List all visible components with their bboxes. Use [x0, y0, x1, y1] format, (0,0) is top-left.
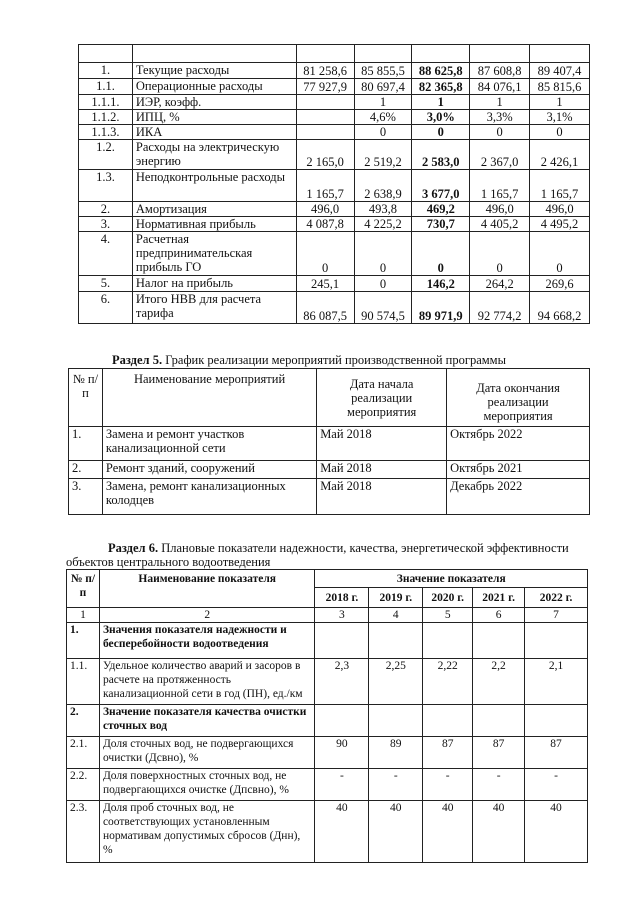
value-cell: [423, 623, 473, 659]
section5-title: Раздел 5. График реализации мероприятий производственной программы: [112, 353, 506, 367]
value-cell: 4 087,8: [296, 217, 354, 232]
value-cell: [423, 705, 473, 737]
value-cell: 4 225,2: [354, 217, 412, 232]
value-cell: 84 076,1: [470, 79, 530, 95]
table-row: [67, 659, 588, 705]
row-number: 3.: [69, 479, 103, 515]
value-cell: [473, 705, 525, 737]
row-number: 2.2.: [67, 769, 100, 801]
value-cell: -: [423, 769, 473, 801]
end-date: Октябрь 2021: [447, 461, 590, 479]
col-header-value: Значение показателя: [315, 570, 588, 588]
col-header-start: Дата начала реализации мероприятия: [317, 369, 447, 427]
value-cell: 2,22: [423, 659, 473, 705]
row-label: Налог на прибыль: [132, 276, 296, 292]
row-number: 1.: [79, 63, 133, 79]
value-cell: 496,0: [470, 202, 530, 217]
value-cell: 496,0: [296, 202, 354, 217]
row-number: 1.: [69, 427, 103, 461]
value-cell: 0: [530, 232, 590, 276]
indicator-name: Доля сточных вод, не подвергающихся очистки (Дсвно), %: [99, 737, 315, 769]
activity-name: Ремонт зданий, сооружений: [102, 461, 316, 479]
end-date: Декабрь 2022: [447, 479, 590, 515]
table-row: [79, 276, 590, 292]
table-row: [79, 63, 590, 79]
value-cell: 4 405,2: [470, 217, 530, 232]
value-cell: 1: [354, 95, 412, 110]
row-number: 5.: [79, 276, 133, 292]
value-cell: 493,8: [354, 202, 412, 217]
value-cell: 1: [470, 95, 530, 110]
value-cell: [315, 705, 369, 737]
table-row: [67, 705, 588, 737]
value-cell: 1 165,7: [530, 170, 590, 202]
value-cell: 92 774,2: [470, 292, 530, 324]
column-number: 2: [99, 608, 315, 623]
table-row: [67, 769, 588, 801]
column-number: 4: [369, 608, 423, 623]
row-number: 1.2.: [79, 140, 133, 170]
indicators-table: [66, 569, 588, 863]
value-cell: 4 495,2: [530, 217, 590, 232]
value-cell: 87: [473, 737, 525, 769]
col-header-no: № п/п: [67, 570, 100, 608]
value-cell: 4,6%: [354, 110, 412, 125]
table-row: [67, 737, 588, 769]
column-number: 6: [473, 608, 525, 623]
table-row: [69, 479, 590, 515]
end-date: Октябрь 2022: [447, 427, 590, 461]
value-cell: 2 367,0: [470, 140, 530, 170]
table-header-row: [67, 570, 588, 588]
value-cell: 85 815,6: [530, 79, 590, 95]
row-label: Расчетная предпринимательская прибыль ГО: [132, 232, 296, 276]
row-number: 2.: [67, 705, 100, 737]
value-cell: [369, 623, 423, 659]
table-row: [69, 461, 590, 479]
row-number: 2.: [69, 461, 103, 479]
table-header-row: [69, 369, 590, 427]
value-cell: 0: [470, 125, 530, 140]
value-cell: [369, 705, 423, 737]
value-cell: 3,0%: [412, 110, 470, 125]
table-row: [79, 292, 590, 324]
value-cell: 87: [525, 737, 588, 769]
row-label: Расходы на электрическую энергию: [132, 140, 296, 170]
value-cell: 80 697,4: [354, 79, 412, 95]
row-number: 2.3.: [67, 801, 100, 863]
value-cell: 245,1: [296, 276, 354, 292]
row-number: 1.1.: [67, 659, 100, 705]
row-label: Нормативная прибыль: [132, 217, 296, 232]
row-number: 3.: [79, 217, 133, 232]
row-label: Амортизация: [132, 202, 296, 217]
value-cell: 269,6: [530, 276, 590, 292]
table-row: [69, 427, 590, 461]
year-header: 2019 г.: [369, 588, 423, 608]
table-row: [79, 170, 590, 202]
value-cell: 88 625,8: [412, 63, 470, 79]
year-header: 2022 г.: [525, 588, 588, 608]
start-date: Май 2018: [317, 461, 447, 479]
table-row: [79, 217, 590, 232]
column-number: 7: [525, 608, 588, 623]
row-label: Итого НВВ для расчета тарифа: [132, 292, 296, 324]
value-cell: 2 426,1: [530, 140, 590, 170]
value-cell: 1 165,7: [296, 170, 354, 202]
value-cell: 2 165,0: [296, 140, 354, 170]
value-cell: [473, 623, 525, 659]
value-cell: 469,2: [412, 202, 470, 217]
year-header: 2020 г.: [423, 588, 473, 608]
schedule-table: [68, 368, 590, 515]
value-cell: 89: [369, 737, 423, 769]
value-cell: 86 087,5: [296, 292, 354, 324]
row-label: ИКА: [132, 125, 296, 140]
row-number: 1.1.1.: [79, 95, 133, 110]
value-cell: 0: [530, 125, 590, 140]
indicator-name: Значение показателя качества очистки сточных вод: [99, 705, 315, 737]
value-cell: 40: [473, 801, 525, 863]
value-cell: 1: [530, 95, 590, 110]
col-header-name: Наименование показателя: [99, 570, 315, 608]
value-cell: 40: [369, 801, 423, 863]
table-row: [79, 232, 590, 276]
table-row: [67, 801, 588, 863]
value-cell: [296, 125, 354, 140]
col-header-name: Наименование мероприятий: [102, 369, 316, 427]
value-cell: 0: [412, 232, 470, 276]
value-cell: 87 608,8: [470, 63, 530, 79]
year-header: 2018 г.: [315, 588, 369, 608]
value-cell: -: [315, 769, 369, 801]
indicator-name: Доля проб сточных вод, не соответствующих установленным нормативам допустимых сбросов (Днн), %: [99, 801, 315, 863]
row-number: 1.3.: [79, 170, 133, 202]
value-cell: 3 677,0: [412, 170, 470, 202]
value-cell: [525, 705, 588, 737]
value-cell: 40: [315, 801, 369, 863]
value-cell: 2,3: [315, 659, 369, 705]
section6-title: Раздел 6. Плановые показатели надежности, качества, энергетической эффективности объектов центрального водоотведения: [66, 541, 569, 569]
row-label: ИПЦ, %: [132, 110, 296, 125]
value-cell: 0: [354, 232, 412, 276]
indicator-name: Удельное количество аварий и засоров в расчете на протяженность канализационной сети в год (ПН), ед./км: [99, 659, 315, 705]
value-cell: 89 407,4: [530, 63, 590, 79]
row-number: 1.1.2.: [79, 110, 133, 125]
start-date: Май 2018: [317, 427, 447, 461]
year-header: 2021 г.: [473, 588, 525, 608]
row-number: 1.1.3.: [79, 125, 133, 140]
value-cell: 3,1%: [530, 110, 590, 125]
value-cell: [525, 623, 588, 659]
row-number: 4.: [79, 232, 133, 276]
start-date: Май 2018: [317, 479, 447, 515]
value-cell: 146,2: [412, 276, 470, 292]
value-cell: -: [525, 769, 588, 801]
table-row: [79, 140, 590, 170]
value-cell: 40: [423, 801, 473, 863]
value-cell: 90: [315, 737, 369, 769]
value-cell: 496,0: [530, 202, 590, 217]
row-number: 1.: [67, 623, 100, 659]
row-number: 2.1.: [67, 737, 100, 769]
value-cell: 0: [296, 232, 354, 276]
value-cell: 85 855,5: [354, 63, 412, 79]
table-row: [79, 79, 590, 95]
value-cell: 0: [412, 125, 470, 140]
row-label: Текущие расходы: [132, 63, 296, 79]
table-row: [79, 125, 590, 140]
value-cell: [296, 110, 354, 125]
value-cell: -: [473, 769, 525, 801]
value-cell: -: [369, 769, 423, 801]
table-row: [67, 608, 588, 623]
value-cell: 40: [525, 801, 588, 863]
table-row: [79, 110, 590, 125]
value-cell: 94 668,2: [530, 292, 590, 324]
value-cell: 87: [423, 737, 473, 769]
column-number: 3: [315, 608, 369, 623]
value-cell: [296, 95, 354, 110]
value-cell: 82 365,8: [412, 79, 470, 95]
row-number: 2.: [79, 202, 133, 217]
value-cell: 2 638,9: [354, 170, 412, 202]
value-cell: [315, 623, 369, 659]
row-label: Операционные расходы: [132, 79, 296, 95]
value-cell: 0: [354, 125, 412, 140]
value-cell: 264,2: [470, 276, 530, 292]
value-cell: 3,3%: [470, 110, 530, 125]
activity-name: Замена и ремонт участков канализационной сети: [102, 427, 316, 461]
value-cell: 81 258,6: [296, 63, 354, 79]
row-number: 6.: [79, 292, 133, 324]
row-label: Неподконтрольные расходы: [132, 170, 296, 202]
table-row: [79, 202, 590, 217]
row-number: 1.1.: [79, 79, 133, 95]
value-cell: 1: [412, 95, 470, 110]
col-header-no: № п/п: [69, 369, 103, 427]
value-cell: 730,7: [412, 217, 470, 232]
indicator-name: Значения показателя надежности и бесперебойности водоотведения: [99, 623, 315, 659]
value-cell: 2,1: [525, 659, 588, 705]
value-cell: 90 574,5: [354, 292, 412, 324]
activity-name: Замена, ремонт канализационных колодцев: [102, 479, 316, 515]
value-cell: 89 971,9: [412, 292, 470, 324]
table-row: [79, 95, 590, 110]
value-cell: 2,25: [369, 659, 423, 705]
value-cell: 77 927,9: [296, 79, 354, 95]
table-row: [67, 623, 588, 659]
indicator-name: Доля поверхностных сточных вод, не подвергающихся очистке (Дпсвно), %: [99, 769, 315, 801]
row-label: ИЭР, коэфф.: [132, 95, 296, 110]
table-row: [79, 45, 590, 63]
value-cell: 2 519,2: [354, 140, 412, 170]
col-header-end: Дата окончания реализации мероприятия: [447, 369, 590, 427]
column-number: 5: [423, 608, 473, 623]
value-cell: 2 583,0: [412, 140, 470, 170]
value-cell: 0: [354, 276, 412, 292]
value-cell: 2,2: [473, 659, 525, 705]
value-cell: 0: [470, 232, 530, 276]
value-cell: 1 165,7: [470, 170, 530, 202]
financial-table: [78, 44, 590, 324]
column-number: 1: [67, 608, 100, 623]
